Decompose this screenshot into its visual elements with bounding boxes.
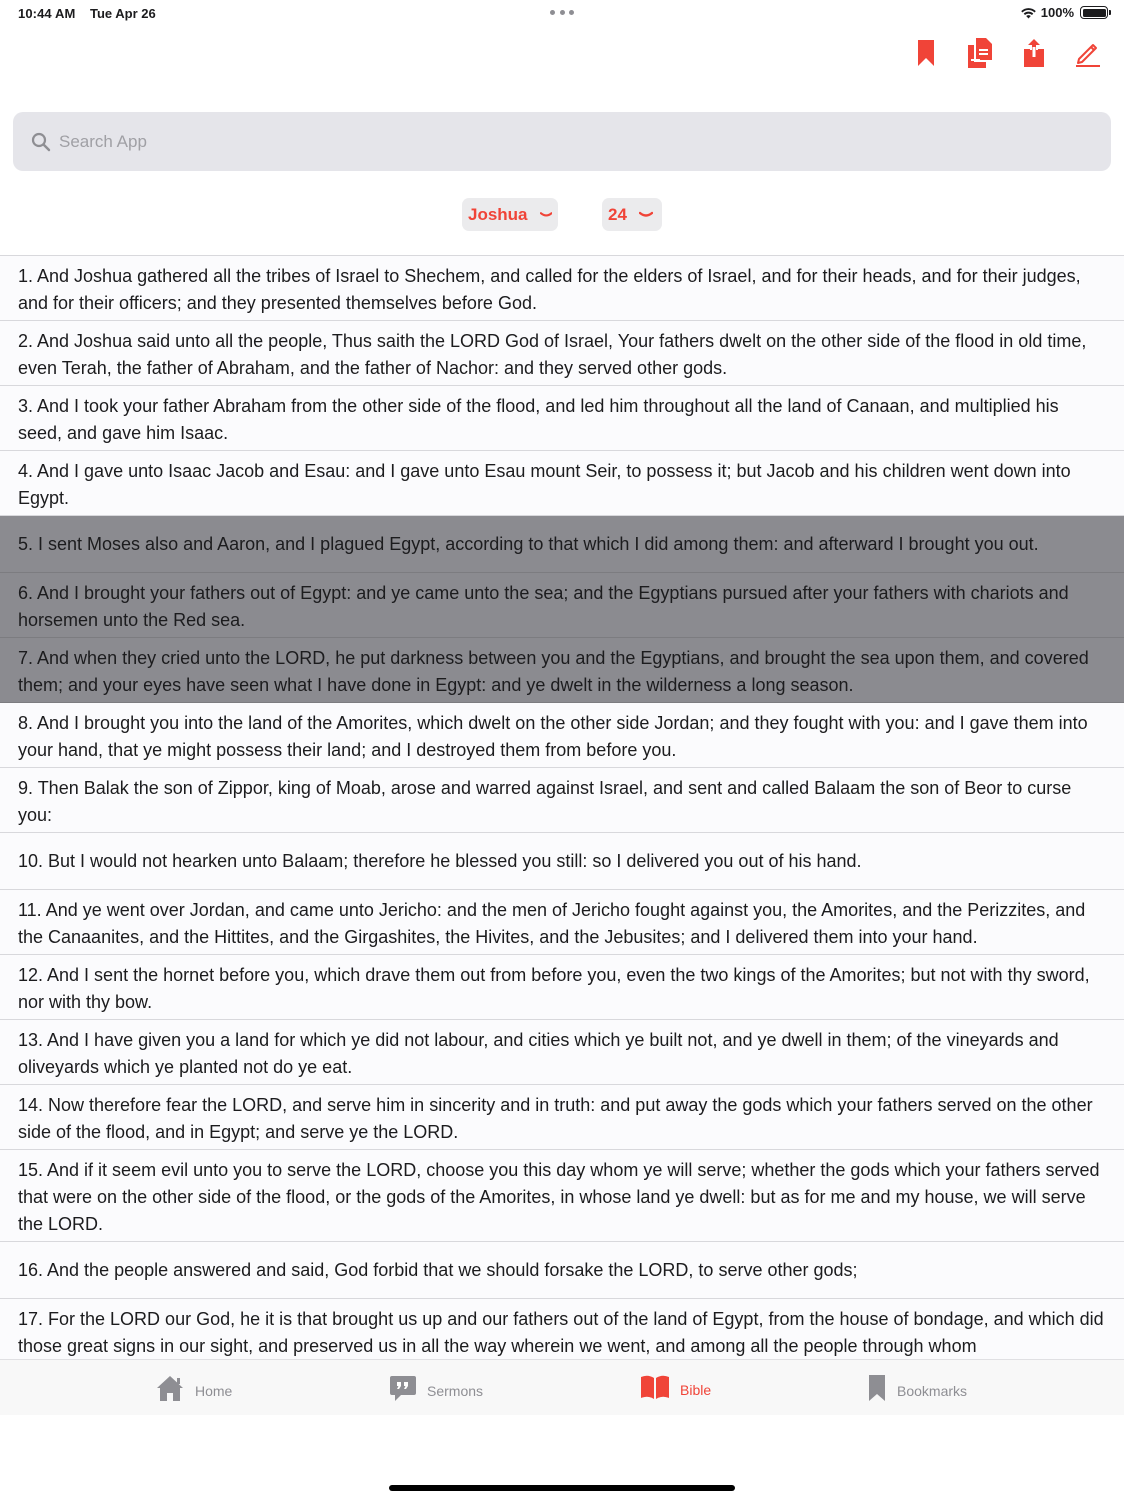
chapter-selector[interactable] xyxy=(602,198,662,231)
home-icon xyxy=(155,1374,185,1407)
verse-row[interactable]: 5. I sent Moses also and Aaron, and I plagued Egypt, according to that which I did among them: and afterward I brought you out. xyxy=(0,516,1124,573)
verse-row[interactable]: 1. And Joshua gathered all the tribes of Israel to Shechem, and called for the elders of Israel, and for their heads, and for their judges, and for their officers; and they presented themselves before God. xyxy=(0,256,1124,321)
wifi-icon xyxy=(1020,7,1037,19)
quote-bubble-icon xyxy=(389,1374,417,1407)
search-input[interactable] xyxy=(59,132,959,152)
verse-row[interactable]: 4. And I gave unto Isaac Jacob and Esau: and I gave unto Esau mount Seir, to possess it; but Jacob and his children went down into Egypt. xyxy=(0,451,1124,516)
tab-label: Home xyxy=(195,1382,233,1399)
verse-row[interactable]: 6. And I brought your fathers out of Egypt: and ye came unto the sea; and the Egyptians pursued after your fathers with chariots and horsemen unto the Red sea. xyxy=(0,573,1124,638)
home-indicator[interactable] xyxy=(389,1485,735,1491)
chevron-down-icon xyxy=(540,211,552,219)
book-selector[interactable] xyxy=(462,198,558,231)
bookmark-button[interactable] xyxy=(912,36,940,70)
bookmark-icon xyxy=(867,1374,887,1407)
verse-list[interactable] xyxy=(0,255,1124,1359)
status-date: Tue Apr 26 xyxy=(90,6,156,21)
tab-label: Bookmarks xyxy=(897,1382,968,1399)
verse-row[interactable]: 15. And if it seem evil unto you to serve the LORD, choose you this day whom ye will serve; whether the gods which your fathers served that were on the other side of the flood, or the gods of the Amorites, in whose land ye dwell: but as for me and my house, we will serve the LORD. xyxy=(0,1150,1124,1242)
verse-row[interactable]: 11. And ye went over Jordan, and came unto Jericho: and the men of Jericho fought against you, the Amorites, and the Perizzites, and the Canaanites, and the Hittites, and the Girgashites, the Hivites, and the Jebusites; and I delivered them into your hand. xyxy=(0,890,1124,955)
verse-row[interactable]: 17. For the LORD our God, he it is that brought us up and our fathers out of the land of Egypt, from the house of bondage, and which did those great signs in our sight, and preserved us in all the way wherein we went, and among all the people through whom xyxy=(0,1299,1124,1359)
share-icon xyxy=(1022,38,1046,68)
verse-row[interactable]: 3. And I took your father Abraham from the other side of the flood, and led him throughout all the land of Canaan, and multiplied his seed, and gave him Isaac. xyxy=(0,386,1124,451)
tab-label: Bible xyxy=(680,1381,712,1398)
edit-button[interactable] xyxy=(1074,36,1102,70)
verse-row[interactable]: 14. Now therefore fear the LORD, and serve him in sincerity and in truth: and put away the gods which your fathers served on the other side of the flood, and in Egypt; and serve ye the LORD. xyxy=(0,1085,1124,1150)
copy-icon xyxy=(967,37,993,69)
tab-home[interactable] xyxy=(155,1374,232,1407)
status-time: 10:44 AM xyxy=(18,6,76,21)
bookmark-icon xyxy=(917,39,935,67)
tab-bookmarks[interactable] xyxy=(867,1374,967,1407)
status-indicators xyxy=(1020,5,1108,20)
tab-bar xyxy=(0,1359,1124,1415)
multitasking-dots-icon[interactable] xyxy=(550,10,574,16)
chapter-label: 24 xyxy=(608,204,627,224)
verse-row[interactable]: 16. And the people answered and said, God forbid that we should forsake the LORD, to serve other gods; xyxy=(0,1242,1124,1299)
copy-button[interactable] xyxy=(966,36,994,70)
verse-toolbar xyxy=(912,36,1102,70)
search-bar[interactable] xyxy=(13,112,1111,171)
verse-row[interactable]: 9. Then Balak the son of Zippor, king of Moab, arose and warred against Israel, and sent and called Balaam the son of Beor to curse you: xyxy=(0,768,1124,833)
tab-bible[interactable] xyxy=(640,1374,711,1405)
verse-row[interactable]: 8. And I brought you into the land of the Amorites, which dwelt on the other side Jordan; and they fought with you: and I gave them into your hand, that ye might possess their land; and I destroyed them from before you. xyxy=(0,703,1124,768)
search-icon xyxy=(31,132,51,152)
status-bar xyxy=(0,0,1124,28)
verse-row[interactable]: 2. And Joshua said unto all the people, Thus saith the LORD God of Israel, Your fathers dwelt on the other side of the flood in old time, even Terah, the father of Abraham, and the father of Nachor: and they served other gods. xyxy=(0,321,1124,386)
tab-label: Sermons xyxy=(427,1382,484,1399)
open-book-icon xyxy=(640,1374,670,1405)
share-button[interactable] xyxy=(1020,36,1048,70)
book-label: Joshua xyxy=(468,204,528,224)
verse-row[interactable]: 10. But I would not hearken unto Balaam; therefore he blessed you still: so I delivered you out of his hand. xyxy=(0,833,1124,890)
battery-percent: 100% xyxy=(1040,5,1074,20)
pencil-icon xyxy=(1074,39,1102,67)
verse-row[interactable]: 12. And I sent the hornet before you, which drave them out from before you, even the two kings of the Amorites; but not with thy sword, nor with thy bow. xyxy=(0,955,1124,1020)
battery-icon xyxy=(1080,6,1108,19)
verse-row[interactable]: 7. And when they cried unto the LORD, he put darkness between you and the Egyptians, and brought the sea upon them, and covered them; and your eyes have seen what I have done in Egypt: and ye dwelt in the wilderness a long season. xyxy=(0,638,1124,703)
tab-sermons[interactable] xyxy=(389,1374,483,1407)
chevron-down-icon xyxy=(639,211,653,219)
verse-row[interactable]: 13. And I have given you a land for which ye did not labour, and cities which ye built not, and ye dwell in them; of the vineyards and oliveyards which ye planted not do ye eat. xyxy=(0,1020,1124,1085)
